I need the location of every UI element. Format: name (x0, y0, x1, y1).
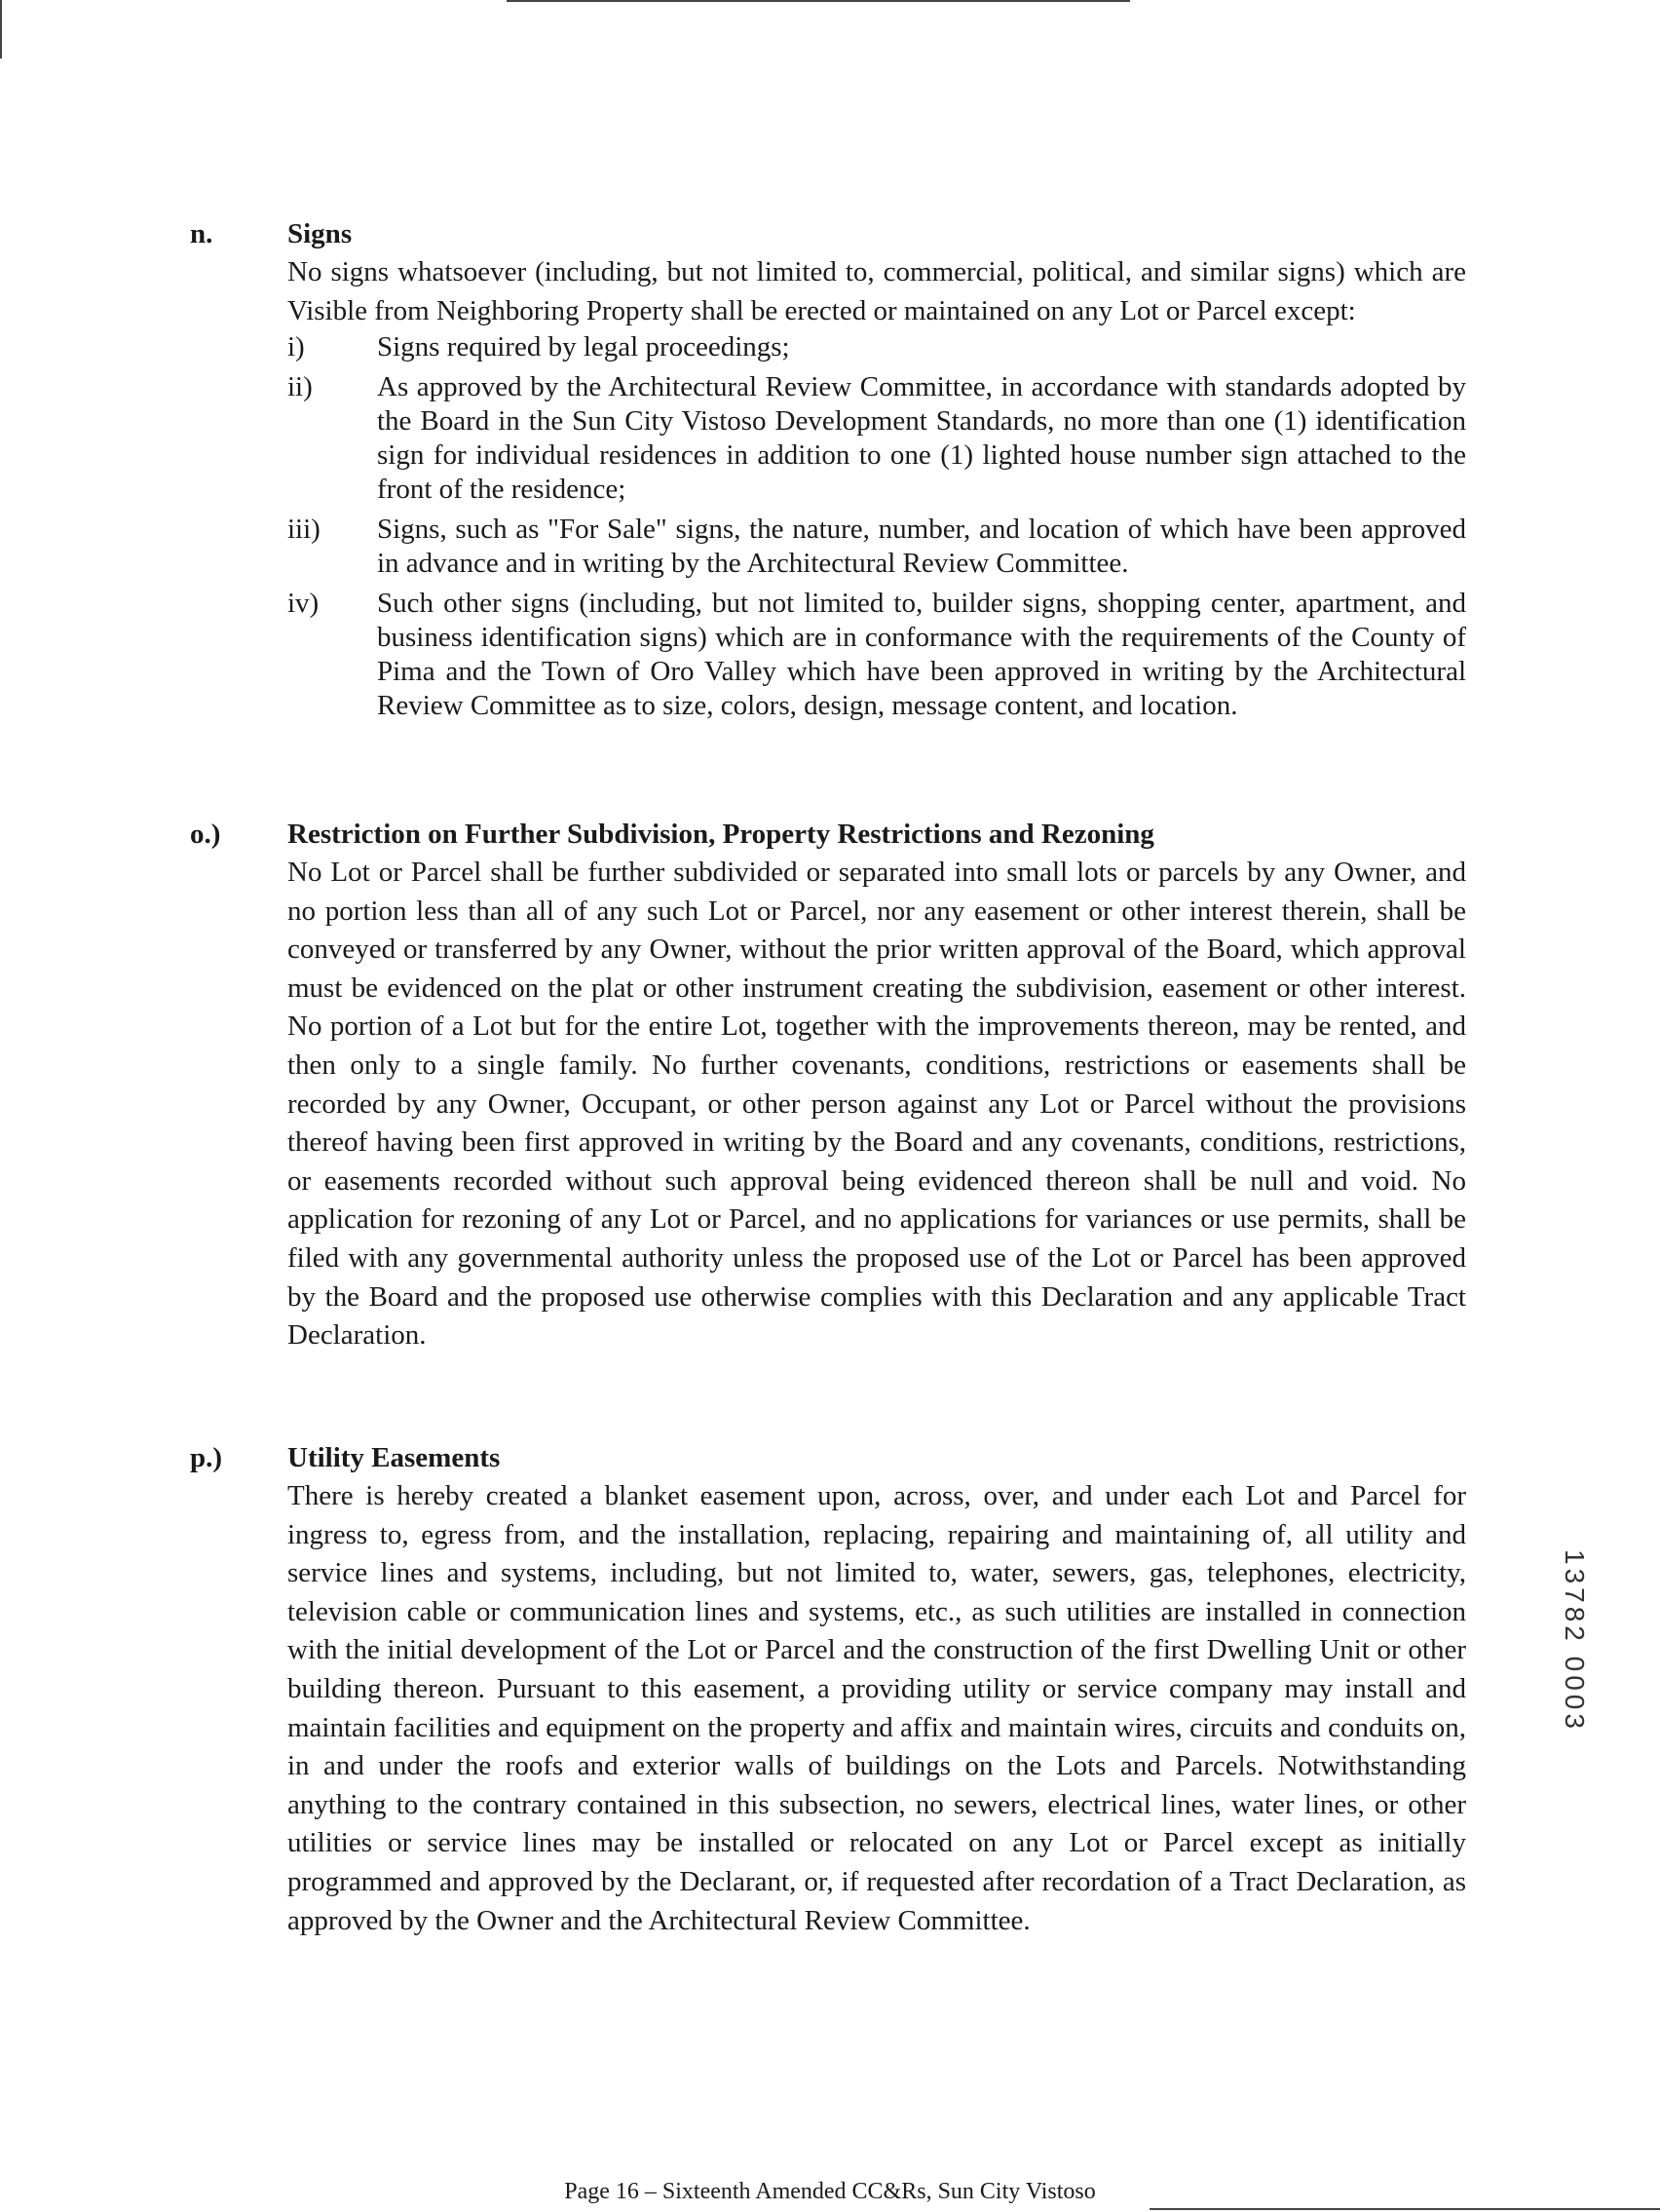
section-heading: Utility Easements (287, 1442, 501, 1473)
list-item (287, 513, 1466, 581)
list-item-text: Signs required by legal proceedings; (377, 331, 790, 363)
list-item-text: Such other signs (including, but not limited to, builder signs, shopping center, apartment, and business identification signs) which are in conformance with the requirements of the County of Pima and the Town of Oro Valley which have been approved in writing by the Architectural Review Committee as to size, colors, design, message content, and location. (377, 588, 1466, 722)
section-o (190, 815, 1466, 1355)
page-footer: Page 16 – Sixteenth Amended CC&Rs, Sun City Vistoso (564, 2179, 1096, 2204)
list-item (287, 370, 1466, 507)
list-item (287, 330, 1466, 364)
list-item-number: iv) (287, 588, 320, 620)
list-item-number: iii) (287, 514, 321, 546)
section-p (190, 1438, 1466, 1940)
section-letter: n. (190, 218, 213, 249)
scan-line-left (0, 0, 2, 58)
section-letter: p.) (190, 1442, 223, 1473)
section-n (190, 214, 1466, 723)
section-heading: Restriction on Further Subdivision, Property Restrictions and Rezoning (287, 819, 1154, 850)
list-item-text: Signs, such as "For Sale" signs, the nature, number, and location of which have been approved in advance and in writing by the Architectural Review Committee. (377, 514, 1466, 580)
list-item-number: i) (287, 331, 305, 363)
section-body: No Lot or Parcel shall be further subdivided or separated into small lots or parcels by any Owner, and no portion less than all of any such Lot or Parcel, nor any easement or other interest therein, shall be conveyed or transferred by any Owner, without the prior written approval of the Board, which approval must be evidenced on the plat or other instrument creating the subdivision, easement or other interest. No portion of a Lot but for the entire Lot, together with the improvements thereon, may be rented, and then only to a single family. No further covenants, conditions, restrictions or easements shall be recorded by any Owner, Occupant, or other person against any Lot or Parcel without the provisions thereof having been first approved in writing by the Board and any covenants, conditions, restrictions, or easements recorded without such approval being evidenced thereon shall be null and void. No application for rezoning of any Lot or Parcel, and no applications for variances or use permits, shall be filed with any governmental authority unless the proposed use of the Lot or Parcel has been approved by the Board and the proposed use otherwise complies with this Declaration and any applicable Tract Declaration. (287, 857, 1466, 1352)
list-item-text: As approved by the Architectural Review Committee, in accordance with standards adopted by the Board in the Sun City Vistoso Development Standards, no more than one (1) identification sign for individual residences in addition to one (1) lighted house number sign attached to the front of the residence; (377, 371, 1466, 506)
list-item-number: ii) (287, 371, 313, 403)
section-intro: No signs whatsoever (including, but not limited to, commercial, political, and similar signs) which are Visible from Neighboring Property shall be erected or maintained on any Lot or Parcel except: (287, 256, 1466, 326)
section-letter: o.) (190, 819, 221, 850)
recording-stamp: 13782 0003 (1560, 1549, 1590, 1733)
list-item (287, 587, 1466, 723)
section-body: There is hereby created a blanket easement upon, across, over, and under each Lot and Parcel for ingress to, egress from, and the installation, replacing, repairing and maintaining of, all utility and service lines and systems, including, but not limited to, water, sewers, gas, telephones, electricity, television cable or communication lines and systems, etc., as such utilities are installed in connection with the initial development of the Lot or Parcel and the construction of the first Dwelling Unit or other building thereon. Pursuant to this easement, a providing utility or service company may install and maintain facilities and equipment on the property and affix and maintain wires, circuits and conduits on, in and under the roofs and exterior walls of buildings on the Lots and Parcels. Notwithstanding anything to the contrary contained in this subsection, no sewers, electrical lines, water lines, or other utilities or service lines may be installed or relocated on any Lot or Parcel except as initially programmed and approved by the Declarant, or, if requested after recordation of a Tract Declaration, as approved by the Owner and the Architectural Review Committee. (287, 1480, 1466, 1936)
scan-line-top (507, 0, 1130, 2)
section-heading: Signs (287, 218, 353, 249)
scan-line-bottom (1150, 2208, 1660, 2210)
